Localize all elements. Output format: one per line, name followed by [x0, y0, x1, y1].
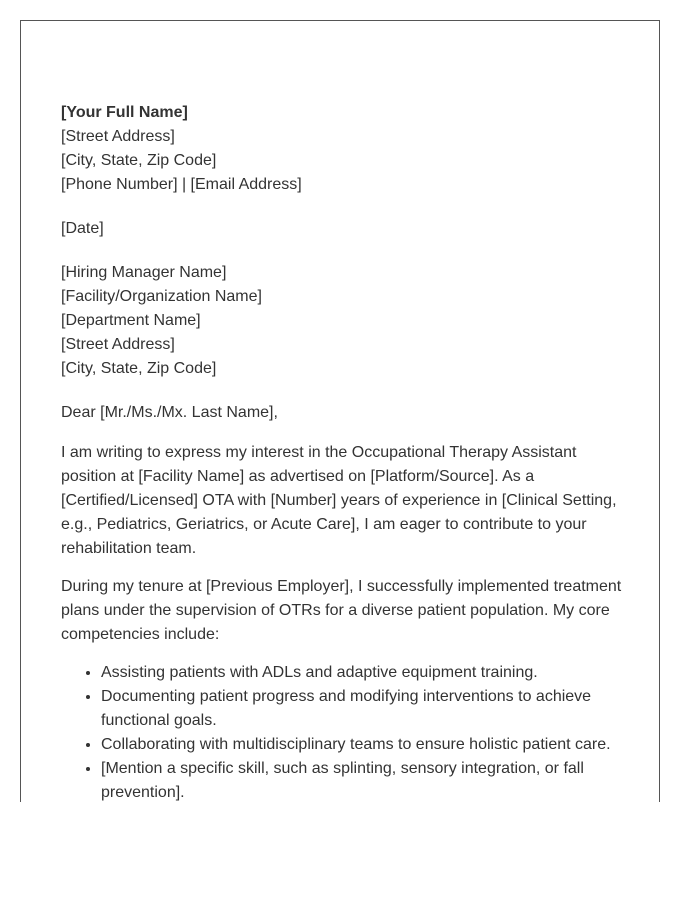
recipient-city: [City, State, Zip Code]	[61, 360, 217, 377]
recipient-block	[61, 261, 631, 381]
date-block	[61, 217, 631, 241]
salutation: Dear [Mr./Ms./Mx. Last Name],	[61, 404, 278, 421]
recipient-street: [Street Address]	[61, 336, 175, 353]
letter-page	[20, 20, 660, 802]
sender-city: [City, State, Zip Code]	[61, 152, 217, 169]
recipient-manager: [Hiring Manager Name]	[61, 264, 227, 281]
recipient-department: [Department Name]	[61, 312, 201, 329]
sender-block	[61, 101, 631, 197]
experience-paragraph: During my tenure at [Previous Employer], I successfully implemented treatment plans under the supervision of OTRs for a diverse patient population. My core competencies include:	[61, 578, 622, 643]
list-item: • Assisting patients with ADLs and adaptive equipment training.	[101, 661, 631, 685]
sender-street: [Street Address]	[61, 128, 175, 145]
recipient-organization: [Facility/Organization Name]	[61, 288, 262, 305]
sender-contact: [Phone Number] | [Email Address]	[61, 176, 302, 193]
intro-paragraph: I am writing to express my interest in the Occupational Therapy Assistant position at [Facility Name] as advertised on [Platform/Source]. As a [Certified/Licensed] OTA with [Number] years of experience in [Clinical Setting, e.g., Pediatrics, Geriatrics, or Acute Care], I am eager to contribute to your rehabilitation team.	[61, 444, 617, 557]
sender-name: [Your Full Name]	[61, 104, 188, 121]
letter-date: [Date]	[61, 220, 104, 237]
list-item: • Collaborating with multidisciplinary teams to ensure holistic patient care.	[101, 733, 631, 757]
competencies-list	[61, 661, 631, 802]
list-item: • Documenting patient progress and modifying interventions to achieve functional goals.	[101, 685, 631, 733]
list-item: • [Mention a specific skill, such as splinting, sensory integration, or fall prevention].	[101, 757, 631, 802]
letter-body	[61, 101, 631, 802]
